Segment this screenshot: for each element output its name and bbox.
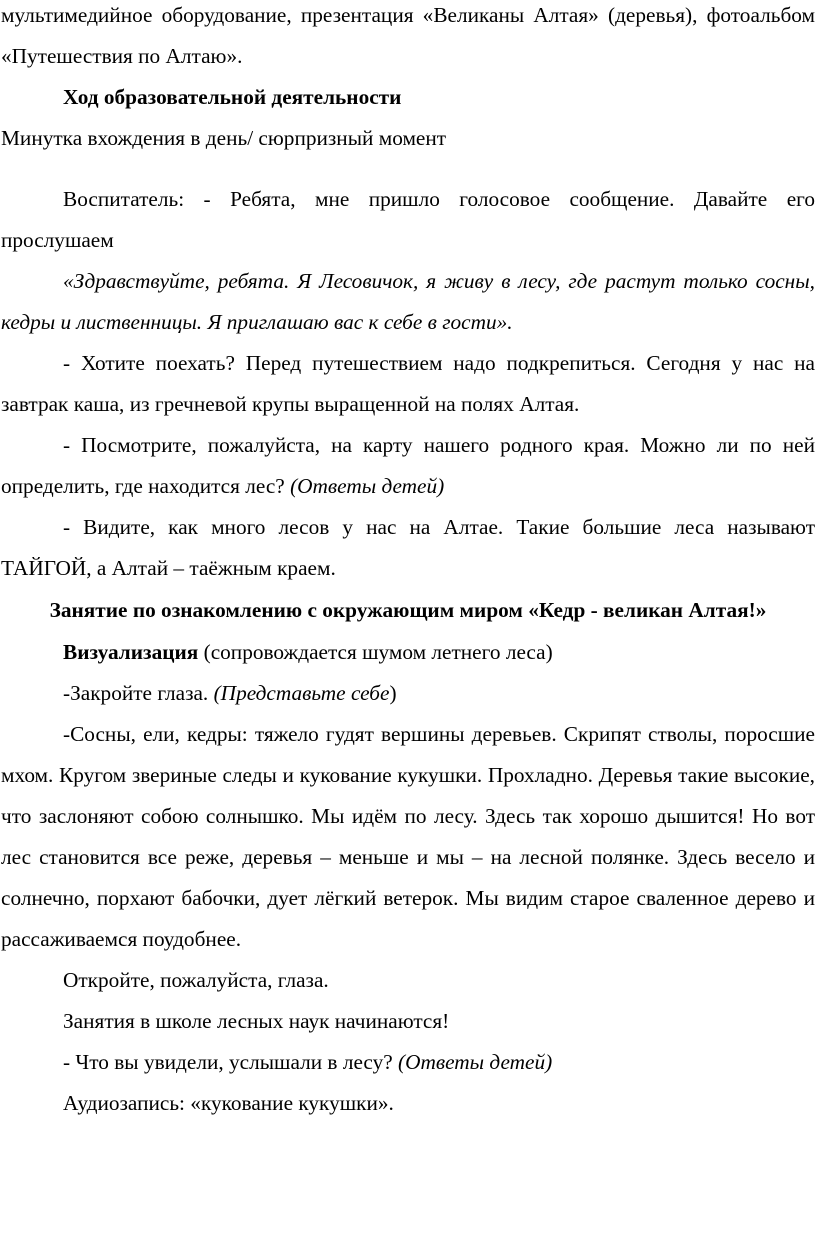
- map-question-text: - Посмотрите, пожалуйста, на карту нашего родного края. Можно ли по ней определить, где находится лес?: [1, 433, 815, 498]
- question-children-answers: (Ответы детей): [398, 1050, 553, 1074]
- close-paren: ): [389, 681, 397, 705]
- course-heading: Ход образовательной деятельности: [63, 85, 402, 109]
- map-paragraph: [1, 425, 815, 507]
- visualization-label: Визуализация: [63, 640, 199, 664]
- visualization-note: (сопровождается шумом летнего леса): [198, 640, 553, 664]
- audio-paragraph: Аудиозапись: «кукование кукушки».: [63, 1091, 394, 1115]
- voice-message-paragraph: «Здравствуйте, ребята. Я Лесовичок, я живу в лесу, где растут только сосны, кедры и лиственницы. Я приглашаю вас к себе в гости».: [1, 269, 815, 334]
- imagine-text: (Представьте себе: [213, 681, 390, 705]
- forests-paragraph: - Видите, как много лесов у нас на Алтае. Такие большие леса называют ТАЙГОЙ, а Алтай – таёжным краем.: [1, 515, 815, 580]
- school-paragraph: Занятия в школе лесных наук начинаются!: [63, 1009, 450, 1033]
- forest-description-paragraph: -Сосны, ели, кедры: тяжело гудят вершины деревьев. Скрипят стволы, поросшие мхом. Кругом звериные следы и кукование кукушки. Прохладно. Деревья такие высокие, что заслоняют собою солнышко. Мы идём по лесу. Здесь так хорошо дышится! Но вот лес становится все реже, деревья – меньше и мы – на лесной полянке. Здесь весело и солнечно, порхают бабочки, дует лёгкий ветерок. Мы видим старое сваленное дерево и рассаживаемся поудобнее.: [1, 722, 815, 951]
- close-eyes-text: -Закройте глаза.: [63, 681, 214, 705]
- teacher-paragraph: Воспитатель: - Ребята, мне пришло голосовое сообщение. Давайте его прослушаем: [1, 187, 815, 252]
- question-paragraph: [1, 1042, 815, 1083]
- close-eyes-paragraph: [1, 673, 815, 714]
- materials-paragraph: мультимедийное оборудование, презентация «Великаны Алтая» (деревья), фотоальбом «Путешествия по Алтаю».: [1, 3, 815, 68]
- open-eyes-paragraph: Откройте, пожалуйста, глаза.: [63, 968, 329, 992]
- intro-line: Минутка вхождения в день/ сюрпризный момент: [1, 126, 447, 150]
- question-text: - Что вы увидели, услышали в лесу?: [63, 1050, 399, 1074]
- lesson-title: Занятие по ознакомлению с окружающим миром «Кедр - великан Алтая!»: [49, 598, 767, 622]
- visualization-paragraph: [1, 632, 815, 673]
- materials-paragraph-block: [1, 0, 815, 77]
- map-children-answers: (Ответы детей): [290, 474, 445, 498]
- trip-paragraph: - Хотите поехать? Перед путешествием надо подкрепиться. Сегодня у нас на завтрак каша, из гречневой крупы выращенной на полях Алтая.: [1, 351, 815, 416]
